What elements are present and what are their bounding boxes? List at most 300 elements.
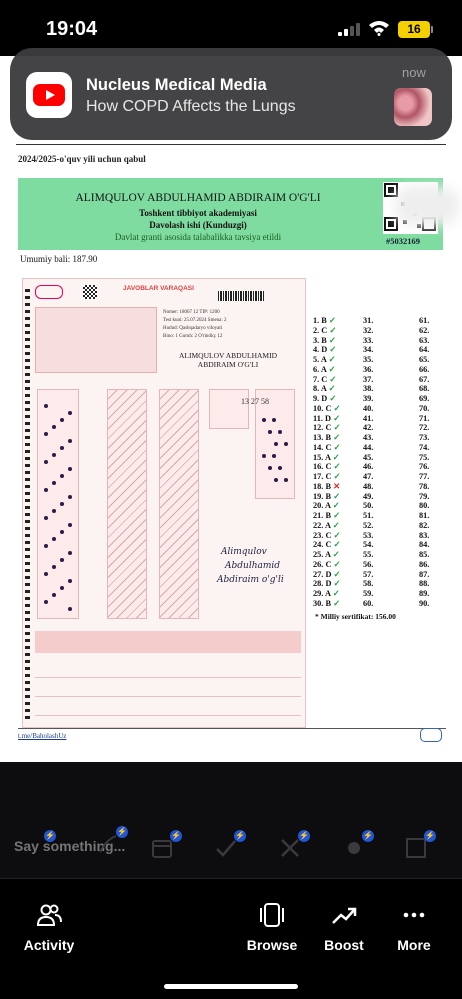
answer-item: 36.	[363, 364, 374, 374]
answer-column-1	[37, 389, 79, 619]
document-viewer[interactable]	[0, 56, 462, 762]
answer-item: 66.	[419, 364, 430, 374]
answer-column-3	[159, 389, 199, 619]
answer-row	[313, 570, 453, 580]
tab-label: Activity	[23, 937, 75, 953]
answer-label: 21. B	[313, 511, 331, 520]
answer-row	[313, 443, 453, 453]
tab-activity[interactable]	[9, 901, 89, 953]
youtube-icon	[26, 72, 72, 118]
answer-row	[313, 589, 453, 599]
people-icon	[35, 901, 63, 929]
phone-frame-icon	[258, 901, 286, 929]
filled-bubble	[60, 502, 64, 506]
filled-bubble	[44, 516, 48, 520]
answer-row	[313, 355, 453, 365]
variant-box	[209, 389, 249, 429]
grid-select-icon[interactable]	[24, 831, 55, 864]
answer-item	[313, 453, 351, 463]
boost-badge-icon: ⚡	[363, 831, 373, 840]
status-time: 19:04	[46, 18, 98, 40]
answer-item: 87.	[419, 569, 430, 579]
check-icon: ✓	[332, 452, 340, 462]
answer-row	[313, 453, 453, 463]
program: Davolash ishi (Kunduzgi)	[149, 220, 247, 230]
filled-bubble	[44, 572, 48, 576]
answer-label: 15. A	[313, 452, 331, 462]
check-icon: ✓	[328, 364, 336, 374]
sheet-qr-icon	[83, 285, 97, 299]
answer-item: 67.	[419, 374, 430, 384]
answer-label: 25. A	[313, 550, 331, 559]
answer-item	[313, 365, 351, 375]
answer-item: 84.	[419, 540, 430, 550]
check-icon: ✓	[328, 384, 336, 394]
wifi-icon	[368, 20, 390, 36]
answer-item: 39.	[363, 394, 374, 403]
answer-label: 7. C	[313, 374, 328, 384]
check-icon: ✓	[333, 559, 341, 569]
answer-row	[313, 501, 453, 511]
answer-item: 72.	[419, 423, 430, 433]
answer-item: 63.	[419, 335, 430, 345]
check-icon: ✓	[328, 335, 336, 345]
answer-item: 51.	[363, 511, 374, 520]
filled-bubble	[278, 466, 282, 470]
annotation-toolbar	[0, 828, 462, 868]
answer-item	[313, 404, 351, 414]
check-icon: ✓	[328, 316, 336, 325]
total-score	[20, 254, 97, 264]
info-line: Hudud: Qashqadaryo viloyati	[163, 326, 223, 331]
answer-item: 44.	[363, 442, 374, 452]
answer-item: 56.	[363, 559, 374, 569]
sheet-info	[163, 309, 293, 341]
answer-row	[313, 433, 453, 443]
answer-label: 26. C	[313, 559, 332, 569]
answer-row	[313, 462, 453, 472]
answer-row	[313, 365, 453, 375]
filled-bubble	[262, 454, 266, 458]
filled-bubble	[60, 418, 64, 422]
filled-bubble	[268, 466, 272, 470]
pen-icon[interactable]	[96, 827, 127, 860]
filled-bubble	[68, 467, 72, 471]
check-icon: ✓	[333, 569, 341, 579]
answer-item	[313, 550, 351, 560]
answer-label: 14. C	[313, 442, 332, 452]
battery-indicator: 16	[398, 21, 430, 38]
notification-banner[interactable]	[10, 48, 452, 140]
boost-badge-icon: ⚡	[425, 831, 435, 840]
filled-bubble	[44, 460, 48, 464]
check-icon: ✓	[332, 501, 340, 511]
answer-row	[313, 316, 453, 326]
filled-bubble	[44, 600, 48, 604]
answer-item: 60.	[363, 598, 374, 608]
tab-bar	[0, 878, 462, 999]
check-icon: ✓	[329, 345, 337, 355]
answer-item: 42.	[363, 423, 374, 433]
answer-item	[313, 472, 351, 482]
signature-line: Abdiraim o'g'li	[217, 575, 284, 585]
answer-item: 54.	[363, 540, 374, 550]
answer-item	[313, 579, 351, 589]
answer-item: 37.	[363, 374, 374, 384]
filled-bubble	[68, 551, 72, 555]
answer-row	[313, 482, 453, 492]
answer-label: 30. B	[313, 598, 331, 608]
answer-item: 31.	[363, 316, 374, 325]
answer-label: 4. D	[313, 345, 328, 355]
answer-item	[313, 501, 351, 511]
trending-up-icon	[330, 901, 358, 929]
answer-item: 86.	[419, 559, 430, 569]
sheet-footer-band	[35, 631, 301, 653]
answer-row	[313, 599, 453, 609]
check-icon: ✓	[333, 462, 341, 472]
footer-logo-icon	[420, 728, 442, 742]
filled-bubble	[60, 474, 64, 478]
answer-row	[313, 550, 453, 560]
tab-label: Browse	[246, 937, 298, 953]
answer-row	[313, 384, 453, 394]
tab-label: More	[397, 937, 431, 953]
check-icon: ✓	[329, 394, 337, 403]
cross-icon: ✕	[333, 481, 341, 491]
answer-row	[313, 345, 453, 355]
answer-label: 6. A	[313, 364, 327, 374]
answer-item: 68.	[419, 384, 430, 394]
answer-row	[313, 579, 453, 589]
filled-bubble	[60, 558, 64, 562]
answer-item: 45.	[363, 452, 374, 462]
answer-item: 49.	[363, 491, 374, 501]
student-name: ALIMQULOV ABDULHAMID ABDIRAIM O'G'LI	[75, 192, 321, 204]
answer-item: 70.	[419, 403, 430, 413]
answer-label: 2. C	[313, 325, 328, 335]
answer-item	[313, 316, 351, 326]
signature-line: Abdulhamid	[225, 561, 281, 571]
filled-bubble	[68, 439, 72, 443]
answer-item: 34.	[363, 345, 374, 355]
filled-bubble	[52, 593, 56, 597]
answer-label: 12. C	[313, 423, 332, 433]
filled-bubble	[278, 430, 282, 434]
boost-badge-icon: ⚡	[235, 831, 245, 840]
certificate-id: #5032169	[386, 236, 420, 246]
filled-bubble	[44, 544, 48, 548]
sheet-footer-lines	[35, 659, 301, 719]
filled-bubble	[68, 607, 72, 611]
filled-bubble	[44, 432, 48, 436]
sheet-student-name	[173, 351, 283, 369]
ellipsis-icon	[400, 901, 428, 929]
check-icon: ✓	[333, 598, 341, 608]
answer-row	[313, 472, 453, 482]
answer-item	[313, 511, 351, 521]
barcode-icon	[218, 291, 264, 301]
instructions-block	[35, 307, 157, 373]
filled-bubble	[272, 454, 276, 458]
check-icon: ✓	[333, 413, 341, 423]
answer-label: 5. A	[313, 355, 327, 364]
filled-bubble	[68, 579, 72, 583]
answer-item: 47.	[363, 472, 374, 481]
document-page	[16, 56, 446, 762]
answer-item: 80.	[419, 501, 430, 511]
filled-bubble	[52, 509, 56, 513]
info-line: Nomer: 18067 12 TIP: 1200	[163, 310, 220, 315]
notification-title: Nucleus Medical Media	[86, 76, 267, 94]
dot-icon[interactable]	[342, 831, 373, 864]
answer-item	[313, 326, 351, 336]
filled-bubble	[68, 523, 72, 527]
answer-label: 13. B	[313, 433, 331, 442]
answer-label: 9. D	[313, 394, 328, 403]
answer-item	[313, 531, 351, 541]
sheet-name-line: ALIMQULOV ABDULHAMID	[179, 351, 277, 360]
check-icon: ✓	[333, 511, 341, 520]
logo-icon	[35, 285, 63, 299]
filled-bubble	[52, 565, 56, 569]
national-certificate: * Milliy sertifikat: 156.00	[315, 612, 396, 621]
info-line: Test kuni: 25.07.2024 Smena: 2	[163, 318, 227, 323]
answer-row	[313, 423, 453, 433]
recommendation: Davlat granti asosida talabalikka tavsiya etildi	[114, 232, 282, 242]
answer-label: 24. C	[313, 540, 332, 550]
answer-row	[313, 521, 453, 531]
answer-item	[313, 492, 351, 502]
answer-item: 74.	[419, 442, 430, 452]
check-icon: ✓	[333, 491, 341, 501]
answer-row	[313, 394, 453, 404]
answer-label: 16. C	[313, 462, 332, 472]
answer-label: 11. D	[313, 413, 331, 423]
notification-thumbnail	[394, 88, 432, 126]
filled-bubble	[284, 442, 288, 446]
close-icon[interactable]	[278, 831, 309, 864]
answer-item: 55.	[363, 550, 374, 559]
sheet-title: JAVOBLAR VARAQASI	[123, 285, 194, 292]
answer-item: 75.	[419, 452, 430, 462]
answers-list	[313, 316, 453, 609]
answer-item: 89.	[419, 589, 430, 598]
answer-item: 59.	[363, 589, 374, 598]
check-icon: ✓	[332, 589, 340, 598]
answer-item	[313, 599, 351, 609]
answer-label: 17. C	[313, 472, 332, 481]
answer-item: 32.	[363, 325, 374, 335]
battery-tip	[431, 26, 433, 33]
filled-bubble	[60, 586, 64, 590]
answer-item: 76.	[419, 462, 430, 472]
answer-item: 41.	[363, 413, 374, 423]
answer-item: 57.	[363, 569, 374, 579]
filled-bubble	[44, 404, 48, 408]
answer-item: 48.	[363, 481, 374, 491]
filled-bubble	[274, 442, 278, 446]
answer-item: 83.	[419, 530, 430, 540]
tab-more[interactable]	[374, 901, 454, 953]
filled-bubble	[60, 446, 64, 450]
filled-bubble	[52, 481, 56, 485]
answer-row	[313, 531, 453, 541]
answer-label: 20. A	[313, 501, 331, 511]
answer-item	[313, 560, 351, 570]
answer-row	[313, 336, 453, 346]
answer-label: 29. A	[313, 589, 331, 598]
answer-item: 77.	[419, 472, 430, 481]
answer-item: 79.	[419, 491, 430, 501]
notification-time: now	[402, 65, 426, 80]
answer-item	[313, 433, 351, 443]
signature-line: Alimqulov	[221, 547, 267, 557]
check-icon: ✓	[328, 355, 336, 364]
check-icon: ✓	[333, 442, 341, 452]
answer-item: 50.	[363, 501, 374, 511]
answer-item: 53.	[363, 530, 374, 540]
answer-item	[313, 375, 351, 385]
institution: Toshkent tibbiyot akademiyasi	[139, 208, 257, 218]
answer-item: 61.	[419, 316, 430, 325]
answer-item	[313, 336, 351, 346]
answer-item: 71.	[419, 413, 430, 423]
answer-item	[313, 345, 351, 355]
top-divider	[16, 144, 446, 145]
answer-item: 64.	[419, 345, 430, 355]
filled-bubble	[60, 530, 64, 534]
filled-bubble	[52, 425, 56, 429]
footer-link[interactable]: t.me/BaholashUz	[18, 732, 67, 740]
check-icon: ✓	[329, 374, 337, 384]
signal-icon	[338, 22, 360, 36]
check-icon: ✓	[332, 550, 340, 559]
boost-badge-icon: ⚡	[299, 831, 309, 840]
answer-item: 85.	[419, 550, 430, 559]
answer-item: 81.	[419, 511, 430, 520]
answer-item: 58.	[363, 579, 374, 589]
check-icon[interactable]	[214, 831, 245, 864]
check-icon: ✓	[329, 325, 337, 335]
answer-item: 90.	[419, 598, 430, 608]
info-line: Bino: 1 Guruh: 2 O'rindiq: 12	[163, 334, 223, 339]
check-icon: ✓	[333, 530, 341, 540]
answer-row	[313, 540, 453, 550]
tab-browse[interactable]	[232, 901, 312, 953]
answer-row	[313, 560, 453, 570]
sheet-name-line: ABDIRAIM O'G'LI	[197, 360, 259, 369]
document-heading: 2024/2025-o'quv yili uchun qabul	[18, 154, 146, 164]
answer-label: 8. A	[313, 384, 327, 394]
filled-bubble	[262, 418, 266, 422]
answer-item: 35.	[363, 355, 374, 364]
answer-label: 1. B	[313, 316, 327, 325]
answer-row	[313, 404, 453, 414]
answer-item	[313, 414, 351, 424]
answer-row	[313, 511, 453, 521]
answer-item: 43.	[363, 433, 374, 442]
check-icon: ✓	[333, 579, 341, 589]
square-icon[interactable]	[404, 831, 435, 864]
filled-bubble	[268, 430, 272, 434]
filled-bubble	[52, 453, 56, 457]
answer-row	[313, 414, 453, 424]
signature-area	[203, 509, 303, 609]
answer-column-2	[107, 389, 147, 619]
answer-item	[313, 570, 351, 580]
check-icon: ✓	[333, 403, 341, 413]
filled-bubble	[44, 488, 48, 492]
answer-item	[313, 482, 351, 492]
answer-row	[313, 492, 453, 502]
answer-item: 88.	[419, 579, 430, 589]
filled-bubble	[52, 537, 56, 541]
filled-bubble	[272, 418, 276, 422]
answer-label: 10. C	[313, 403, 332, 413]
answer-item: 82.	[419, 520, 430, 530]
code-value: 13 27 58	[241, 397, 269, 406]
boost-badge-icon: ⚡	[117, 827, 127, 836]
answer-item	[313, 462, 351, 472]
answer-label: 23. C	[313, 530, 332, 540]
answer-item: 33.	[363, 335, 374, 345]
total-score-label: Umumiy bali:	[20, 254, 71, 264]
answer-label: 3. B	[313, 335, 327, 345]
answer-row	[313, 326, 453, 336]
answer-sheet-scan	[22, 278, 306, 728]
check-icon: ✓	[333, 433, 341, 442]
answer-item: 78.	[419, 481, 430, 491]
filled-bubble	[68, 495, 72, 499]
result-banner	[18, 178, 443, 250]
boost-badge-icon: ⚡	[45, 831, 55, 840]
answer-label: 18. B	[313, 481, 331, 491]
footer-divider	[18, 728, 446, 729]
answer-label: 28. D	[313, 579, 332, 589]
timing-marks	[25, 289, 30, 719]
tab-label: Boost	[324, 937, 364, 953]
tab-boost[interactable]	[304, 901, 384, 953]
answer-item: 65.	[419, 355, 430, 364]
answer-item: 40.	[363, 403, 374, 413]
notification-message: How COPD Affects the Lungs	[86, 98, 296, 115]
answer-label: 22. A	[313, 520, 331, 530]
filled-bubble	[68, 411, 72, 415]
check-icon: ✓	[332, 520, 340, 530]
answer-label: 27. D	[313, 569, 332, 579]
total-score-value: 187.90	[72, 254, 98, 264]
boost-badge-icon: ⚡	[171, 831, 181, 840]
answer-item: 73.	[419, 433, 430, 442]
answer-item	[313, 394, 351, 404]
answer-item	[313, 521, 351, 531]
answer-item	[313, 589, 351, 599]
calendar-icon[interactable]	[150, 831, 181, 864]
check-icon: ✓	[333, 472, 341, 481]
answer-item: 52.	[363, 520, 374, 530]
filled-bubble	[274, 478, 278, 482]
answer-item: 46.	[363, 462, 374, 472]
answer-label: 19. B	[313, 491, 331, 501]
answer-item	[313, 443, 351, 453]
answer-item: 38.	[363, 384, 374, 394]
redaction-blur	[394, 186, 460, 226]
answer-item: 69.	[419, 394, 430, 403]
answer-item	[313, 355, 351, 365]
answer-item: 62.	[419, 325, 430, 335]
home-indicator[interactable]	[164, 984, 298, 989]
